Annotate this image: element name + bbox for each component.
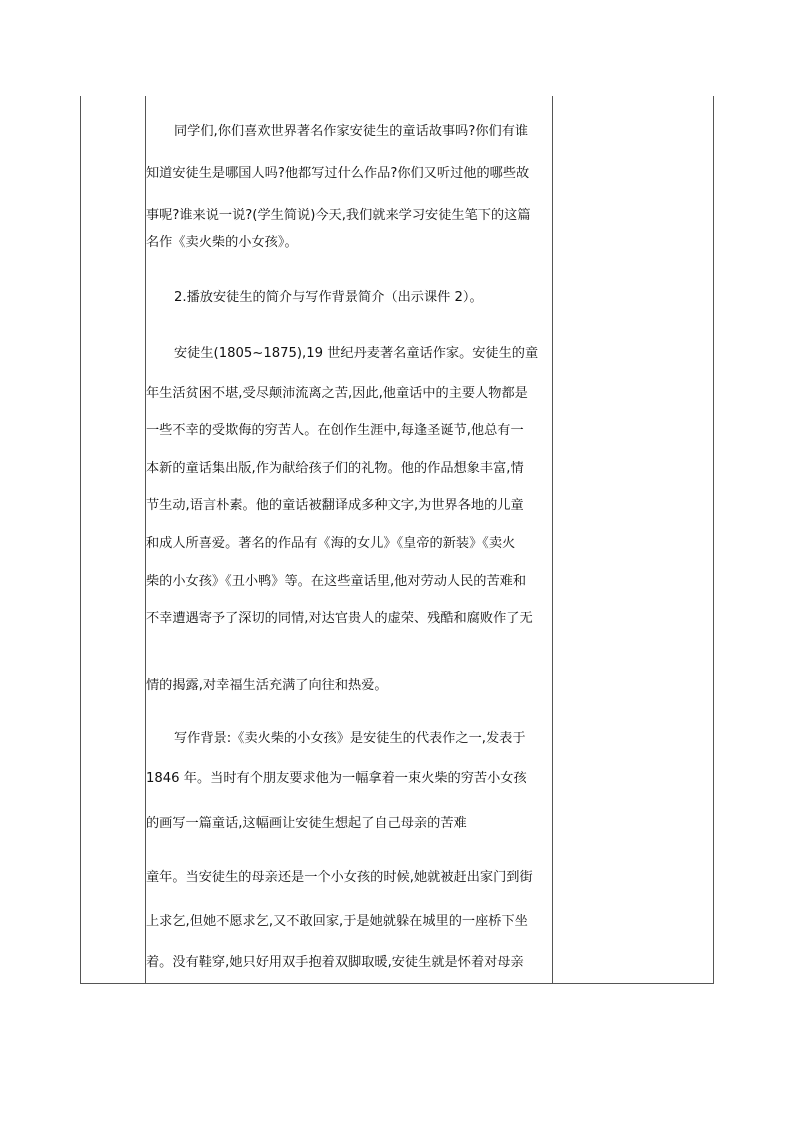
paragraph-line: 年生活贫困不堪,受尽颠沛流离之苦,因此,他童话中的主要人物都是 <box>146 386 528 401</box>
paragraph-line: 一些不幸的受欺侮的穷苦人。在创作生涯中,每逢圣诞节,他总有一 <box>146 423 524 438</box>
paragraph-line: 本新的童话集出版,作为献给孩子们的礼物。他的作品想象丰富,情 <box>146 461 524 476</box>
paragraph-line: 上求乞,但她不愿求乞,又不敢回家,于是她就躲在城里的一座桥下坐 <box>146 914 528 929</box>
paragraph-line: 同学们,你们喜欢世界著名作家安徒生的童话故事吗?你们有谁 <box>174 124 529 139</box>
paragraph-line: 着。没有鞋穿,她只好用双手抱着双脚取暖,安徒生就是怀着对母亲 <box>146 955 524 970</box>
paragraph-line: 1846 年。当时有个朋友要求他为一幅拿着一束火柴的穷苦小女孩 <box>146 771 527 786</box>
paragraph-line: 写作背景:《卖火柴的小女孩》是安徒生的代表作之一,发表于 <box>174 731 526 746</box>
paragraph-line: 2.播放安徒生的简介与写作背景简介（出示课件 2）。 <box>174 290 483 305</box>
table-border-right <box>713 96 714 984</box>
paragraph-line: 节生动,语言朴素。他的童话被翻译成多种文字,为世界各地的儿童 <box>146 498 524 513</box>
paragraph-line: 情的揭露,对幸福生活充满了向往和热爱。 <box>146 678 388 693</box>
table-border-left <box>80 96 81 984</box>
paragraph-line: 名作《卖火柴的小女孩》。 <box>146 235 298 250</box>
paragraph-line: 不幸遭遇寄予了深切的同情,对达官贵人的虚荣、残酷和腐败作了无 <box>146 611 533 626</box>
paragraph-line: 的画写一篇童话,这幅画让安徒生想起了自己母亲的苦难 <box>146 816 467 831</box>
paragraph-line: 和成人所喜爱。著名的作品有《海的女儿》《皇帝的新装》《卖火 <box>146 536 516 551</box>
paragraph-line: 知道安徒生是哪国人吗?他都写过什么作品?你们又听过他的哪些故 <box>146 166 530 181</box>
paragraph-line: 安徒生(1805~1875),19 世纪丹麦著名童话作家。安徒生的童 <box>174 346 539 361</box>
table-border-column-2 <box>552 96 553 984</box>
paragraph-line: 柴的小女孩》《丑小鸭》等。在这些童话里,他对劳动人民的苦难和 <box>146 574 527 589</box>
paragraph-line: 事呢?谁来说一说?(学生简说)今天,我们就来学习安徒生笔下的这篇 <box>146 208 531 223</box>
table-content-cell <box>146 96 552 984</box>
paragraph-line: 童年。当安徒生的母亲还是一个小女孩的时候,她就被赶出家门到街 <box>146 870 533 885</box>
